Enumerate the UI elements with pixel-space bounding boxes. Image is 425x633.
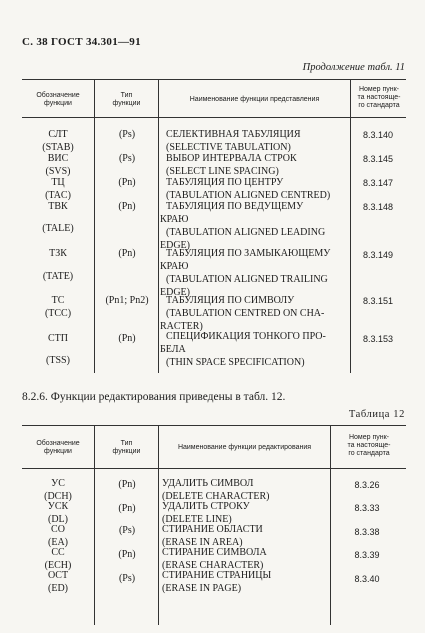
table-top-rule [22, 425, 406, 426]
code-en: (ED) [48, 583, 68, 594]
clause-number: 8.3.40 [354, 574, 380, 584]
header-line: Номер пунк- [348, 434, 390, 441]
page-header: С. 38 ГОСТ 34.301—91 [22, 36, 141, 48]
header-line: та настояще- [347, 442, 391, 449]
code-ru: УСК [47, 501, 69, 512]
name-line: СТИРАНИЕ СИМВОЛА [162, 547, 267, 558]
function-name [166, 128, 301, 154]
code-ru: ОСТ [47, 570, 69, 581]
header-line: Тип [120, 440, 133, 447]
clause-number: 8.3.33 [354, 503, 380, 513]
name-line: (TABULATION CENTRED ON CHA- [166, 308, 325, 319]
function-type: (Ps) [118, 153, 136, 164]
column-header-type [95, 92, 158, 108]
function-type: (Pn) [118, 201, 136, 212]
code-ru: СТП [48, 333, 68, 344]
name-line: СПЕЦИФИКАЦИЯ ТОНКОГО ПРО- [166, 331, 326, 342]
function-type: (Pn) [118, 479, 136, 490]
name-line: БЕЛА [160, 344, 186, 355]
function-type: (Pn) [118, 549, 136, 560]
clause-number: 8.3.153 [362, 334, 394, 344]
header-line: функции [44, 100, 72, 107]
clause-number: 8.3.148 [362, 202, 394, 212]
section-paragraph: 8.2.6. Функции редактирования приведены в табл. 12. [22, 391, 286, 403]
function-code [22, 332, 94, 345]
name-line: СТИРАНИЕ ОБЛАСТИ [162, 524, 263, 535]
code-en: (ECH) [44, 560, 72, 571]
name-line: ТАБУЛЯЦИЯ ПО ВЕДУЩЕМУ [166, 201, 304, 212]
function-code [22, 128, 94, 154]
clause-number: 8.3.149 [362, 250, 394, 260]
name-line: EDGE) [160, 287, 190, 298]
column-header-number [331, 434, 407, 458]
header-line: функции [44, 448, 72, 455]
column-divider [350, 79, 351, 373]
clause-number: 8.3.147 [362, 178, 394, 188]
header-line: Обозначение [36, 440, 80, 447]
function-type: (Pn) [118, 177, 136, 188]
function-type: (Ps) [118, 573, 136, 584]
continuation-label: Продолжение табл. 11 [302, 62, 405, 73]
function-code [22, 569, 94, 595]
clause-number: 8.3.38 [354, 527, 380, 537]
function-name [160, 200, 326, 252]
table-header-rule [22, 468, 406, 469]
code-en: (DL) [48, 514, 68, 525]
column-header-type [95, 440, 158, 456]
function-code [22, 176, 94, 202]
name-line: (TABULATION ALIGNED CENTRED) [166, 190, 331, 201]
header-line: функции [112, 100, 141, 107]
header-line: Обозначение [36, 92, 80, 99]
function-name [162, 569, 271, 595]
function-name [166, 152, 297, 178]
column-header-name: Наименование функции представления [189, 96, 320, 103]
column-header-number [351, 86, 407, 110]
code-ru: ВИС [47, 153, 69, 164]
name-line: (DELETE CHARACTER) [162, 491, 270, 502]
code-ru: СО [51, 524, 65, 535]
header-line: го стандарта [348, 450, 390, 457]
code-ru: ТЦ [51, 177, 65, 188]
name-line: RACTER) [160, 321, 203, 332]
function-code-en: (TALE) [42, 223, 74, 234]
header-line: го стандарта [358, 102, 400, 109]
name-line: ВЫБОР ИНТЕРВАЛА СТРОК [166, 153, 297, 164]
header-line: Номер пунк- [358, 86, 400, 93]
table-12-label: Таблица 12 [348, 409, 405, 420]
table-top-rule [22, 79, 406, 80]
function-name [160, 294, 325, 333]
column-header-code [22, 92, 94, 108]
clause-number: 8.3.145 [362, 154, 394, 164]
table-header-rule [22, 117, 406, 118]
function-type: (Pn) [118, 248, 136, 259]
header-line: та настояще- [357, 94, 401, 101]
name-line: (SELECTIVE TABULATION) [166, 142, 291, 153]
function-code [22, 152, 94, 178]
function-code [22, 200, 94, 213]
function-type: (Pn1; Pn2) [105, 295, 149, 306]
clause-number: 8.3.140 [362, 130, 394, 140]
name-line: (TABULATION ALIGNED LEADING [166, 227, 326, 238]
code-ru: ТЗК [49, 248, 67, 259]
name-line: (ERASE IN AREA) [162, 537, 243, 548]
code-ru: СЛТ [48, 129, 68, 140]
function-type: (Ps) [118, 129, 136, 140]
name-line: (TABULATION ALIGNED TRAILING [166, 274, 328, 285]
column-header-code [22, 440, 94, 456]
name-line: (SELECT LINE SPACING) [166, 166, 279, 177]
name-line: ТАБУЛЯЦИЯ ПО ЗАМЫКАЮЩЕМУ [166, 248, 331, 259]
function-code [22, 294, 94, 320]
code-en: (STAB) [42, 142, 74, 153]
code-en: (TCC) [44, 308, 72, 319]
function-code-en: (TATE) [42, 271, 74, 282]
function-type: (Pn) [118, 333, 136, 344]
name-line: ТАБУЛЯЦИЯ ПО ЦЕНТРУ [166, 177, 284, 188]
header-line: функции [112, 448, 141, 455]
code-ru: ТС [51, 295, 65, 306]
name-line: ТАБУЛЯЦИЯ ПО СИМВОЛУ [166, 295, 295, 306]
code-en: (DCH) [44, 491, 72, 502]
name-line: (ERASE CHARACTER) [162, 560, 264, 571]
code-en: (TAC) [45, 190, 71, 201]
column-divider [94, 79, 95, 373]
code-ru: ТВК [48, 201, 68, 212]
code-en: (EA) [48, 537, 68, 548]
name-line: КРАЮ [160, 261, 189, 272]
function-name [160, 247, 331, 299]
function-code [22, 247, 94, 260]
function-name [166, 176, 330, 202]
column-header-name: Наименование функции редактирования [177, 444, 312, 451]
code-ru: УС [51, 478, 65, 489]
code-ru: СС [51, 547, 65, 558]
function-type: (Pn) [118, 503, 136, 514]
clause-number: 8.3.39 [354, 550, 380, 560]
function-type: (Ps) [118, 525, 136, 536]
clause-number: 8.3.151 [362, 296, 394, 306]
name-line: (THIN SPACE SPECIFICATION) [166, 357, 305, 368]
name-line: УДАЛИТЬ СИМВОЛ [162, 478, 254, 489]
name-line: КРАЮ [160, 214, 189, 225]
name-line: УДАЛИТЬ СТРОКУ [162, 501, 250, 512]
function-name [160, 330, 326, 369]
code-en: (SVS) [45, 166, 71, 177]
name-line: EDGE) [160, 240, 190, 251]
name-line: СТИРАНИЕ СТРАНИЦЫ [162, 570, 272, 581]
name-line: СЕЛЕКТИВНАЯ ТАБУЛЯЦИЯ [166, 129, 301, 140]
clause-number: 8.3.26 [354, 480, 380, 490]
column-divider [158, 79, 159, 373]
header-line: Тип [120, 92, 133, 99]
name-line: (ERASE IN PAGE) [162, 583, 242, 594]
name-line: (DELETE LINE) [162, 514, 232, 525]
function-code-en: (TSS) [46, 355, 70, 366]
